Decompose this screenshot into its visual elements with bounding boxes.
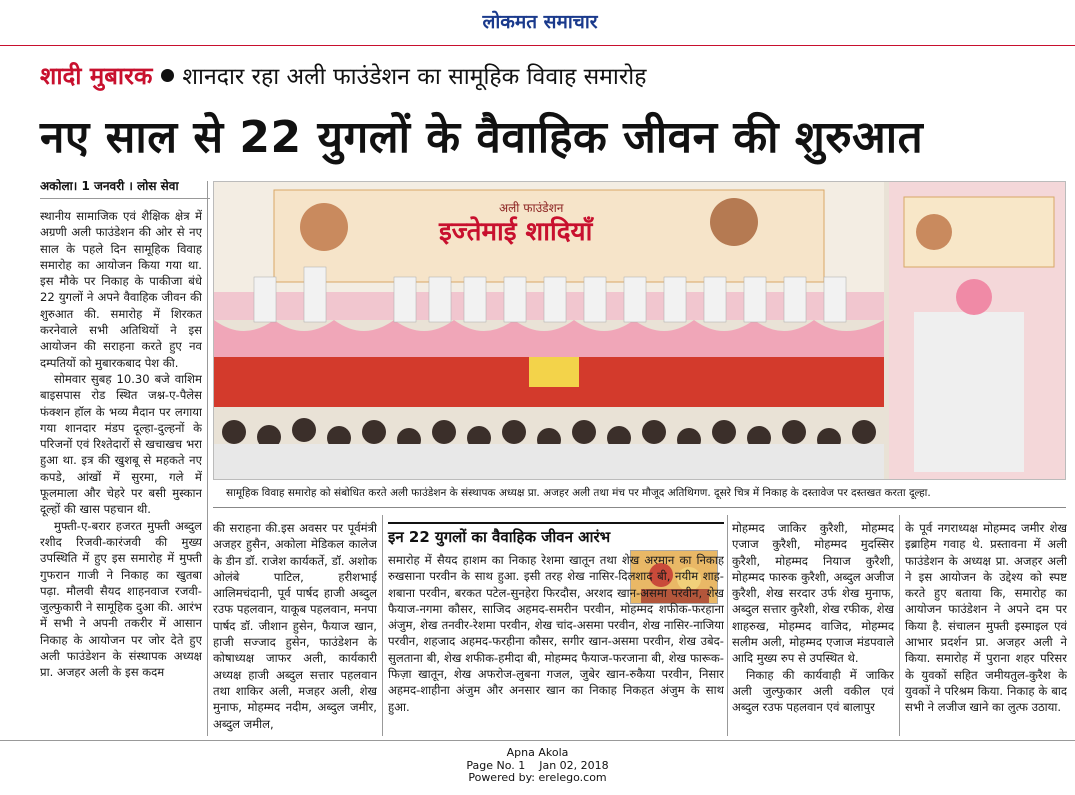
- paragraph: मुफ्ती-ए-बरार हजरत मुफ्ती अब्दुल रशीद रिजवी-कारंजवी की मुख्य उपस्थिति में हुए इस समारोह में मुफ्ती गुफरान गाजी ने निकाह का खुतबा पढ़ा. मौलवी सैयद शाहनवाज रजवी-जुल्फुकारी ने सामूहिक दुआ की. आरंभ में सभी ने अपनी तकरीर में आसान निकाह के आयोजन पर जोर देते हुए अली फाउंडेशन के संस्थापक अध्यक्ष प्रा. अजहर अली के इस कदम: [40, 518, 202, 680]
- paragraph: स्थानीय सामाजिक एवं शैक्षिक क्षेत्र में अग्रणी अली फाउंडेशन की ओर से नए साल के पहले दिन सामूहिक विवाह समारोह का आयोजन किया गया था. इस मौके पर निकाह के पाकीजा बंधे 22 युगलों ने अपने वैवाहिक जीवन की शुरुआत की. समारोह में शिरकत करनेवाले सभी अतिथियों ने इस आयोजन की सराहना करते हुए नव दम्पतियों को मुबारकबाद पेश की.: [40, 209, 202, 370]
- column-divider: [727, 515, 728, 736]
- newspaper-logo: लोकमत समाचार: [482, 11, 598, 33]
- box-text: [388, 552, 724, 736]
- bullet-dot-icon: [161, 69, 174, 82]
- article-column-1: [40, 208, 202, 736]
- sub-headline: शानदार रहा अली फाउंडेशन का सामूहिक विवाह समारोह: [182, 64, 647, 90]
- paragraph: मोहम्मद जाकिर कुरैशी, मोहम्मद एजाज कुरैशी, मोहम्मद मुदस्सिर कुरैशी, मोहम्मद नियाज कुरैशी, मोहम्मद फारुक कुरैशी, अब्दुल अजीज कुरैशी, शेख सरदार उर्फ शेख मुनाफ, अब्दुल सत्तार कुरैशी, शेख रफीक, शेख शाहरुख, मोहम्मद वाजिद, मोहम्मद सलीम अली, मोहम्मद एजाज मंडपवाले आदि मुख्य रुप से उपस्थित थे.: [732, 521, 894, 666]
- banner-org-text: अली फाउंडेशन: [499, 201, 564, 215]
- banner-title-text: इज्तेमाई शादियाँ: [439, 217, 593, 247]
- article-column-5: [905, 520, 1067, 736]
- paragraph: सोमवार सुबह 10.30 बजे वाशिम बाइसपास रोड स्थित जश्न-ए-पैलेस फंक्शन हॉल के भव्य मैदान पर लगाया गया शानदार मंडप दूल्हा-दुल्हनों के परिजनों एवं रिश्तेदारों से खचाखच भरा हुआ था. इत्र की खुशबू से महकते नए कपडे, आंखों में सुरमा, गले में फूलमाला और चेहरे पर बसी मुस्कान दूल्हों की खास पहचान थी.: [40, 371, 202, 517]
- edition-name: Apna Akola: [506, 746, 569, 759]
- paragraph: की सराहना की.इस अवसर पर पूर्वमंत्री अजहर हुसैन, अकोला मेडिकल कालेज के डीन डॉ. राजेश कार्यकर्ते, डॉ. अशोक ओलंबे पाटिल, हरीशभाई आलिमचंदानी, पूर्व पार्षद हाजी अब्दुल रउफ पहलवान, याकूब पहलवान, मनपा पार्षद डॉ. जीशान हुसेन, फैयाज खान, हाजी सज्जाद हुसेन, फाउंडेशन के कोषाध्यक्ष जाफर अली, कार्यकारी अध्यक्ष हाजी अब्दुल सत्तार पहलवान तथा शाकिर अली, मजहर अली, शेख मुनाफ, मोहम्मद नदीम, अब्दुल जमीर, अब्दुल जमील,: [213, 521, 377, 731]
- article-column-2: [213, 520, 377, 736]
- section-tag: शादी मुबारक: [40, 61, 153, 90]
- main-headline: नए साल से 22 युगलों के वैवाहिक जीवन की शुरुआत: [40, 112, 924, 163]
- powered-by-link[interactable]: Powered by: erelego.com: [468, 771, 607, 784]
- dateline: अकोला। 1 जनवरी । लोस सेवा: [40, 177, 210, 199]
- paragraph: निकाह की कार्यवाही में जाकिर अली जुल्फुकार अली वकील एवं अब्दुल रउफ पहलवान एवं बालापुर: [732, 667, 894, 715]
- couples-list: समारोह में सैयद हाशम का निकाह रेशमा खातून तथा शेख अरमान का निकाह रुखसाना परवीन के साथ हुआ. इसी तरह शेख नासिर-दिलशाद बी, नयीम शाह-शबाना परवीन, बरकत पटेल-सुनहेरा फिरदौस, अरशद खान-असमा परवीन, शेख फैयाज-नगमा कौसर, साजिद अहमद-समरीन परवीन, मोहम्मद शफीक-फरहाना अंजुम, शेख तनवीर-रेशमा परवीन, शेख चांद-असमा परवीन, शेख नासिर-नाजिया परवीन, शहजाद अहमद-फरहीना कौसर, सगीर खान-असमा परवीन, शेख उबेद-सुलताना बी, शेख शफीक-हमीदा बी, मोहम्मद फैयाज-फरजाना बी, शेख फारूक-फिज़ा खातून, शेख अफरोज-लुबना गजल, जुबेर खान-रुकैया परवीन, निसार अहमद-शाहीना अंजुम और अनसार खान का निकाह निकहत अंजुम के साथ हुआ.: [388, 553, 724, 714]
- caption-divider: [213, 507, 1066, 508]
- column-divider: [899, 515, 900, 736]
- event-photo-illustration: [214, 182, 1066, 480]
- column-divider: [382, 515, 383, 736]
- column-divider: [207, 181, 208, 736]
- page-number-date: Page No. 1 Jan 02, 2018: [466, 758, 609, 772]
- paragraph: के पूर्व नगराध्यक्ष मोहम्मद जमीर शेख इब्राहिम गवाह थे. प्रस्तावना में अली फाउंडेशन के अध्यक्ष प्रा. अजहर अली ने इस आयोजन के उद्देश्य को स्पष्ट करते हुए बताया कि, समारोह का आयोजन फाउंडेशन ने अपने दम पर किया है. संचालन मुफ्ती इस्माइल एवं आभार प्रदर्शन प्रा. अजहर अली ने किया. समारोह में पुराना शहर परिसर के युवकों सहित जमीयतुल-कुरैश के युवकों ने परिश्रम किया. निकाह के बाद सभी ने लजीज खाने का लुत्फ उठाया.: [905, 521, 1067, 715]
- article-column-4: [732, 520, 894, 736]
- box-title: इन 22 युगलों का वैवाहिक जीवन आरंभ: [388, 522, 724, 546]
- page-footer: [0, 740, 1075, 795]
- photo-caption: सामूहिक विवाह समारोह को संबोधित करते अली फाउंडेशन के संस्थापक अध्यक्ष प्रा. अजहर अली तथा मंच पर मौजूद अतिथिगण. दूसरे चित्र में निकाह के दस्तावेज पर दस्तखत करता दूल्हा.: [226, 487, 931, 499]
- event-photo: [213, 181, 1066, 480]
- kicker-line: [40, 58, 646, 92]
- masthead: [0, 0, 1075, 46]
